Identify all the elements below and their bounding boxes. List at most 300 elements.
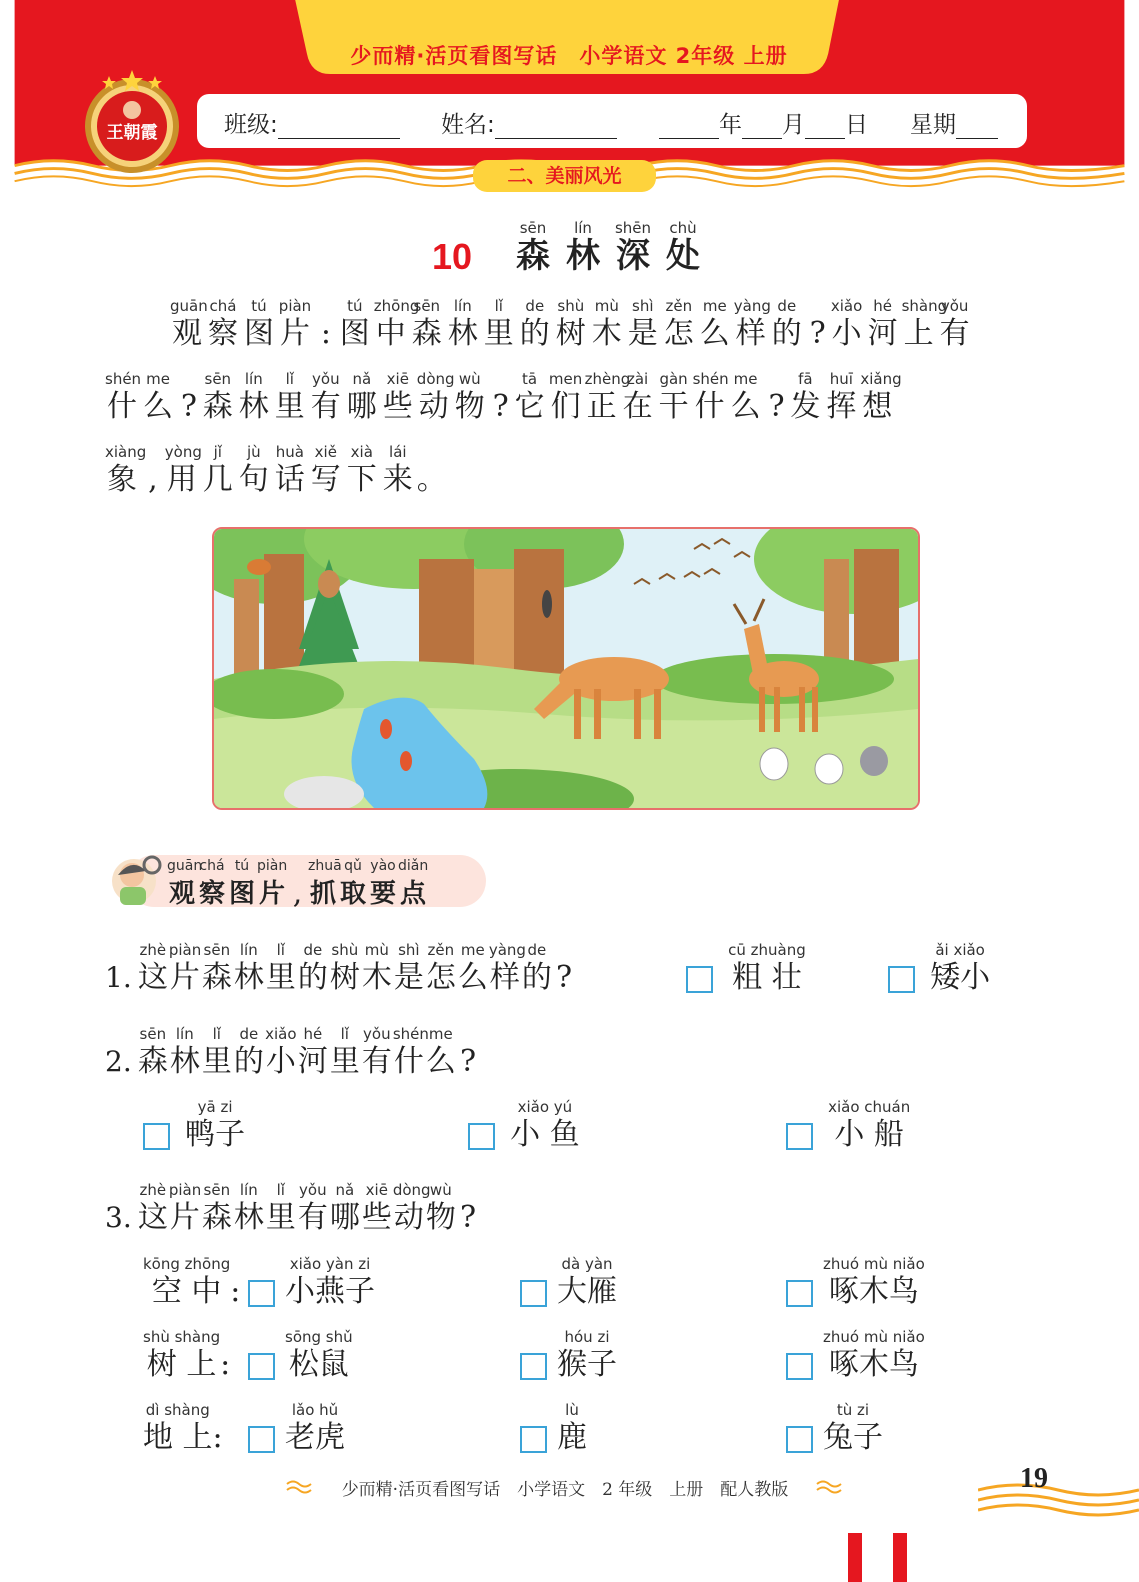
pinyin: guān	[170, 297, 208, 315]
q3-option-ruby	[557, 1328, 617, 1384]
hanzi: 这	[137, 1200, 168, 1235]
page-number: 19	[1020, 1463, 1048, 1494]
pinyin: piàn	[278, 297, 312, 315]
ruby-char	[345, 370, 379, 426]
ruby-char	[662, 297, 696, 353]
hanzi: 象	[107, 462, 137, 497]
pinyin: nǎ	[352, 370, 372, 388]
q3-option-text: 啄木鸟	[828, 1274, 919, 1309]
pinyin: tā	[522, 370, 538, 388]
q3-option-checkbox[interactable]	[520, 1280, 547, 1307]
hanzi: 怎	[663, 316, 694, 351]
hanzi: 图	[244, 316, 274, 351]
hanzi: 森	[201, 1200, 232, 1235]
class-blank[interactable]	[278, 112, 400, 139]
hanzi: 小	[265, 1044, 296, 1079]
ruby-char	[265, 941, 297, 997]
q2-option-1[interactable]	[143, 1098, 245, 1154]
punctuation: ?	[459, 1044, 477, 1079]
q3-option[interactable]	[248, 1328, 353, 1384]
hanzi: 想	[862, 389, 893, 424]
hanzi: 里	[201, 1044, 232, 1079]
pinyin: de	[527, 941, 547, 959]
q1-option-2-pinyin: ǎi xiǎo	[935, 941, 985, 959]
pinyin: mù	[594, 297, 619, 315]
hanzi: 哪	[346, 389, 377, 424]
hanzi: 些	[382, 389, 413, 424]
row-label-pinyin: dì shàng	[145, 1401, 210, 1419]
hanzi: 干	[658, 389, 689, 424]
date-field	[659, 106, 998, 139]
pinyin: hé	[873, 297, 892, 315]
hanzi: 么	[457, 960, 488, 995]
ruby-char	[201, 1181, 233, 1237]
ruby-char	[309, 443, 343, 499]
ruby-char	[562, 219, 604, 275]
ruby-char	[729, 370, 763, 426]
q3-row-label	[143, 1401, 223, 1457]
pinyin: xiē	[365, 1181, 388, 1199]
punctuation: ?	[768, 389, 785, 424]
pinyin: jǐ	[213, 443, 222, 461]
pinyin: yòng	[164, 443, 202, 461]
pinyin: huī	[829, 370, 853, 388]
pinyin: shén	[692, 370, 729, 388]
prompt-line-3	[105, 443, 447, 499]
pinyin: yǒu	[363, 1025, 391, 1043]
q3-option[interactable]	[248, 1401, 345, 1457]
ruby-char	[169, 1181, 201, 1237]
hanzi: 森	[202, 389, 233, 424]
pinyin: xià	[350, 443, 373, 461]
ruby-char	[273, 443, 307, 499]
ruby-char	[329, 1181, 361, 1237]
pinyin: lǐ	[494, 297, 503, 315]
pinyin: huà	[275, 443, 304, 461]
ruby-char	[393, 941, 425, 997]
pinyin: yǒu	[312, 370, 340, 388]
q3-option[interactable]	[786, 1328, 925, 1384]
year-blank[interactable]	[659, 112, 719, 139]
hanzi: 图	[339, 316, 370, 351]
hanzi: 有	[297, 1200, 328, 1235]
pinyin: wù	[429, 1181, 452, 1199]
q3-option-text: 猴子	[557, 1347, 617, 1382]
hanzi: 河	[867, 316, 898, 351]
q2-option-1-checkbox[interactable]	[143, 1123, 170, 1150]
pinyin: wù	[458, 370, 481, 388]
ruby-char	[169, 941, 201, 997]
q3-option[interactable]	[520, 1328, 617, 1384]
hanzi: 林	[566, 236, 600, 276]
lesson-title	[512, 219, 712, 275]
pinyin: de	[239, 1025, 259, 1043]
q2-option-1-text: 鸭子	[185, 1117, 246, 1152]
pinyin: zhuā	[308, 858, 342, 874]
ruby-char	[329, 941, 361, 997]
pinyin: yǒu	[940, 297, 969, 315]
pinyin: me	[702, 297, 727, 315]
q3-option-ruby	[285, 1328, 353, 1384]
ruby-char	[824, 370, 858, 426]
ruby-char	[167, 857, 203, 913]
pinyin: dòng	[392, 1181, 431, 1199]
q3-option-pinyin: zhuó mù niǎo	[823, 1328, 925, 1346]
footer-wave-right-icon	[815, 1478, 845, 1498]
hanzi: 河	[297, 1044, 328, 1079]
hanzi: 观	[172, 316, 202, 351]
pinyin: xiǎo	[265, 1025, 297, 1043]
ruby-char	[830, 297, 864, 353]
hanzi: 的	[771, 316, 802, 351]
ruby-char	[518, 297, 552, 353]
hanzi: 上	[903, 316, 934, 351]
hanzi: 片	[258, 879, 285, 909]
row-label-pinyin: shù shàng	[143, 1328, 221, 1346]
hanzi: 树	[329, 960, 360, 995]
ruby-char	[398, 857, 428, 913]
ruby-char	[201, 941, 233, 997]
q3-option-checkbox[interactable]	[248, 1280, 275, 1307]
q3-option[interactable]	[786, 1401, 883, 1457]
punctuation: ?	[459, 1200, 477, 1235]
pinyin: lín	[453, 297, 472, 315]
hanzi: 话	[274, 462, 305, 497]
pinyin: diǎn	[398, 858, 429, 874]
hanzi: 这	[137, 960, 168, 995]
pinyin: qǔ	[344, 858, 362, 874]
ruby-char	[329, 1025, 361, 1081]
ruby-char	[590, 297, 624, 353]
ruby-char	[278, 297, 312, 353]
q2-line	[105, 1025, 479, 1081]
q3-row-label	[143, 1255, 240, 1311]
punctuation: ?	[809, 316, 826, 351]
pinyin: tú	[234, 858, 250, 874]
pinyin: lín	[239, 941, 258, 959]
ruby-char	[257, 857, 287, 913]
day-blank[interactable]	[805, 112, 845, 139]
q3-option-checkbox[interactable]	[786, 1353, 813, 1380]
hanzi: 森	[516, 236, 550, 276]
forest-illustration	[212, 527, 920, 810]
ruby-char	[105, 370, 142, 426]
q3-option[interactable]	[248, 1255, 375, 1311]
pinyin: jù	[246, 443, 261, 461]
q3-option-text: 老虎	[285, 1420, 345, 1455]
q3-option-ruby	[823, 1401, 883, 1457]
q2-option-2-pinyin: xiǎo yú	[517, 1098, 573, 1116]
pinyin: xiǎo	[830, 297, 863, 315]
hanzi: 们	[550, 389, 581, 424]
q3-option-pinyin: zhuó mù niǎo	[823, 1255, 925, 1273]
pinyin: sēn	[204, 370, 232, 388]
pinyin: lín	[239, 1181, 258, 1199]
q3-option-checkbox[interactable]	[786, 1280, 813, 1307]
hanzi: 么	[730, 389, 761, 424]
ruby-char	[612, 219, 654, 275]
q3-line	[105, 1181, 479, 1237]
q1-option-2-checkbox[interactable]	[888, 966, 915, 993]
pinyin: xiàng	[105, 443, 147, 461]
pinyin: sēn	[519, 219, 547, 237]
ruby-char	[698, 297, 732, 353]
pinyin: yǒu	[299, 1181, 327, 1199]
q3-number: 3.	[105, 1201, 132, 1234]
hanzi: 发	[790, 389, 821, 424]
hanzi: 林	[238, 389, 269, 424]
hanzi: 几	[202, 462, 233, 497]
ruby-char	[866, 297, 900, 353]
pinyin: tú	[251, 297, 267, 315]
q2-option-2[interactable]	[468, 1098, 580, 1154]
ruby-char	[137, 1025, 169, 1081]
q3-option-ruby	[285, 1255, 375, 1311]
lesson-number: 10	[432, 236, 473, 277]
hanzi: 里	[265, 960, 296, 995]
q1-option-1[interactable]	[686, 941, 806, 997]
class-field	[224, 106, 400, 139]
hanzi: 动	[393, 1200, 424, 1235]
hanzi: 是	[393, 960, 424, 995]
ruby-char	[237, 443, 271, 499]
q2-option-1-pinyin: yā zi	[197, 1098, 233, 1116]
hanzi: 要	[369, 879, 396, 909]
punctuation: ?	[180, 389, 197, 424]
q3-option-text: 啄木鸟	[828, 1347, 919, 1382]
pinyin: zěn	[427, 941, 455, 959]
pinyin: lín	[244, 370, 263, 388]
q1-option-2[interactable]	[888, 941, 990, 997]
ruby-char	[657, 370, 691, 426]
hanzi: 有	[939, 316, 970, 351]
pinyin: zhè	[139, 941, 167, 959]
ruby-char	[788, 370, 822, 426]
q1-option-2-text: 矮小	[930, 960, 991, 995]
ruby-char	[206, 297, 240, 353]
pinyin: nǎ	[335, 1181, 355, 1199]
footer-text: 少而精·活页看图写话 小学语文 2 年级 上册 配人教版	[341, 1480, 789, 1500]
ruby-char	[297, 1181, 329, 1237]
q3-option-checkbox[interactable]	[786, 1426, 813, 1453]
ruby-char	[584, 370, 631, 426]
ruby-char	[227, 857, 257, 913]
ruby-char	[381, 370, 415, 426]
day-label: 日	[845, 112, 868, 138]
ruby-char	[770, 297, 804, 353]
q2-option-2-checkbox[interactable]	[468, 1123, 495, 1150]
q3-option-ruby	[557, 1401, 587, 1457]
edge-mark-left	[848, 1533, 862, 1582]
pinyin: lǐ	[212, 1025, 221, 1043]
q3-row-label	[143, 1328, 230, 1384]
pinyin: sēn	[413, 297, 441, 315]
pinyin: lǐ	[340, 1025, 349, 1043]
ruby-char	[521, 941, 553, 997]
pinyin: zěn	[665, 297, 693, 315]
q3-option-pinyin: sōng shǔ	[285, 1328, 353, 1346]
hanzi: 用	[166, 462, 197, 497]
hanzi: 写	[310, 462, 341, 497]
q3-option-checkbox[interactable]	[520, 1353, 547, 1380]
hanzi: 林	[169, 1044, 200, 1079]
q2-option-3[interactable]	[786, 1098, 910, 1154]
ruby-char	[309, 370, 343, 426]
hanzi: 挥	[826, 389, 857, 424]
q3-option-checkbox[interactable]	[520, 1426, 547, 1453]
ruby-char	[554, 297, 588, 353]
pinyin: chù	[669, 219, 697, 237]
hanzi: 物	[425, 1200, 456, 1235]
hanzi: 里	[329, 1044, 360, 1079]
q2-option-3-pinyin: xiǎo chuán	[828, 1098, 911, 1116]
pinyin: hé	[303, 1025, 323, 1043]
q3-option[interactable]	[520, 1255, 617, 1311]
hanzi: 片	[280, 316, 310, 351]
punctuation: ,	[292, 876, 303, 911]
pinyin: fā	[798, 370, 813, 388]
ruby-char	[338, 857, 368, 913]
q3-option[interactable]	[786, 1255, 925, 1311]
ruby-char	[233, 941, 265, 997]
hanzi: 林	[447, 316, 478, 351]
hanzi: 林	[233, 1200, 264, 1235]
q2-number: 2.	[105, 1045, 132, 1078]
month-blank[interactable]	[742, 112, 782, 139]
ruby-char	[860, 370, 902, 426]
ruby-char	[425, 941, 457, 997]
punctuation: ,	[148, 462, 158, 497]
name-blank[interactable]	[495, 112, 617, 139]
ruby-char	[626, 297, 660, 353]
hanzi: 样	[735, 316, 766, 351]
punctuation: ?	[492, 389, 509, 424]
week-blank[interactable]	[956, 112, 998, 139]
q1-option-1-checkbox[interactable]	[686, 966, 713, 993]
hanzi: 有	[310, 389, 341, 424]
q3-option-ruby	[557, 1255, 617, 1311]
month-label: 月	[782, 112, 805, 138]
colon: :	[220, 1347, 231, 1382]
pinyin: lǐ	[285, 370, 294, 388]
hanzi: 有	[361, 1044, 392, 1079]
hanzi: 怎	[425, 960, 456, 995]
pinyin: me	[428, 1025, 453, 1043]
ruby-char	[621, 370, 655, 426]
ruby-char	[361, 1025, 393, 1081]
ruby-char	[488, 941, 526, 997]
ruby-char	[425, 1181, 457, 1237]
pinyin: shù	[557, 297, 585, 315]
hanzi: 句	[238, 462, 269, 497]
hanzi: 的	[297, 960, 328, 995]
pinyin: dòng	[416, 370, 455, 388]
hanzi: 的	[519, 316, 550, 351]
q3-option-text: 兔子	[823, 1420, 883, 1455]
q2-option-3-text: 小 船	[834, 1117, 904, 1152]
ruby-char	[265, 1025, 297, 1081]
hanzi: 片	[169, 960, 200, 995]
q3-option-checkbox[interactable]	[248, 1426, 275, 1453]
hanzi: 些	[361, 1200, 392, 1235]
q3-option-pinyin: dà yàn	[561, 1255, 613, 1273]
pinyin: yào	[370, 858, 396, 874]
ruby-char	[453, 370, 487, 426]
hanzi: 么	[699, 316, 730, 351]
name-field	[441, 106, 617, 139]
ruby-char	[549, 370, 583, 426]
ruby-char	[416, 370, 455, 426]
ruby-char	[446, 297, 480, 353]
q1-text	[137, 941, 575, 997]
q1-option-1-text: 粗 壮	[732, 960, 802, 995]
hanzi: 森	[201, 960, 232, 995]
hanzi: 是	[627, 316, 658, 351]
pinyin: me	[733, 370, 758, 388]
q2-text	[137, 1025, 479, 1081]
pinyin: guān	[167, 858, 203, 874]
ruby-char	[308, 857, 342, 913]
q2-option-3-checkbox[interactable]	[786, 1123, 813, 1150]
edge-mark-right	[893, 1533, 907, 1582]
pinyin: lín	[574, 219, 592, 237]
punctuation: ?	[555, 960, 573, 995]
pinyin: shēn	[614, 219, 652, 237]
ruby-char	[237, 370, 271, 426]
pinyin: lǐ	[276, 941, 285, 959]
q3-option[interactable]	[520, 1401, 587, 1457]
hanzi: 中	[375, 316, 406, 351]
ruby-char	[482, 297, 516, 353]
pinyin: men	[548, 370, 583, 388]
q3-option-text: 松鼠	[288, 1347, 349, 1382]
hanzi: 样	[489, 960, 520, 995]
ruby-char	[338, 297, 372, 353]
pinyin: xiǎng	[860, 370, 902, 388]
week-label: 星期	[910, 112, 956, 138]
pinyin: lái	[389, 443, 407, 461]
pinyin: yàng	[733, 297, 771, 315]
ruby-char	[170, 297, 208, 353]
hanzi: 的	[521, 960, 552, 995]
hanzi: 观	[168, 879, 195, 909]
hanzi: 动	[418, 389, 449, 424]
hanzi: 小	[831, 316, 862, 351]
q1-option-1-pinyin: cū zhuàng	[728, 941, 806, 959]
prompt-line-2	[105, 370, 902, 426]
ruby-char	[733, 297, 771, 353]
ruby-char	[197, 857, 227, 913]
ruby-char	[273, 370, 307, 426]
pinyin: me	[146, 370, 170, 388]
row-label-ruby	[143, 1401, 213, 1457]
pinyin: zhèng	[584, 370, 631, 388]
ruby-char	[938, 297, 972, 353]
punctuation: 。	[416, 462, 447, 497]
q3-option-checkbox[interactable]	[248, 1353, 275, 1380]
pinyin: piàn	[168, 1181, 202, 1199]
unit-tag: 二、美丽风光	[473, 160, 656, 192]
ruby-char	[297, 1025, 329, 1081]
pinyin: lǐ	[276, 1181, 285, 1199]
ruby-char	[368, 857, 398, 913]
hanzi: 什	[393, 1044, 424, 1079]
pinyin: zhōng	[373, 297, 420, 315]
row-label-ruby	[143, 1255, 230, 1311]
row-label-text: 空 中	[151, 1274, 222, 1309]
ruby-char	[457, 941, 489, 997]
row-label-text: 地 上	[143, 1420, 213, 1455]
